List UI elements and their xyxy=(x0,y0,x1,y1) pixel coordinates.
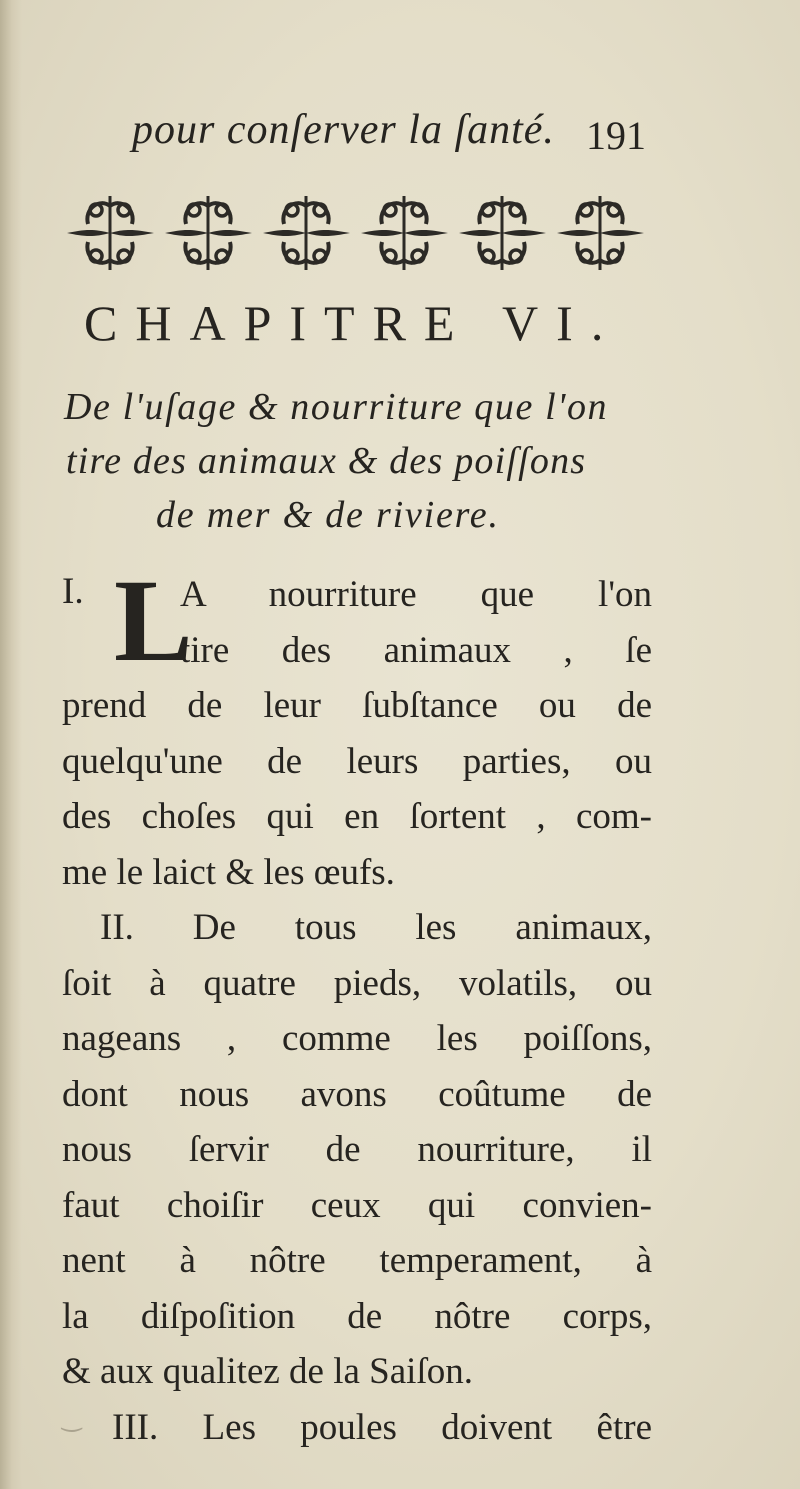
text-line: la diſpoſition de nôtre corps, xyxy=(62,1295,652,1337)
drop-cap-initial: L xyxy=(114,555,193,686)
running-head-title: pour conſerver la ſanté. xyxy=(132,107,555,153)
text-line: & aux qualitez de la Saiſon. xyxy=(62,1351,473,1392)
subtitle-line: De l'uſage & nourriture que l'on xyxy=(64,386,609,428)
text-line: des choſes qui en ſortent , com- xyxy=(62,796,652,837)
text-line: II. De tous les animaux, xyxy=(100,907,652,948)
subtitle-line: de mer & de riviere. xyxy=(156,494,500,536)
text-line: III. Les poules doivent être xyxy=(112,1406,652,1448)
text-line: prend de leur ſubſtance ou de xyxy=(62,685,652,726)
page-number: 191 xyxy=(586,113,646,158)
text-line: nous ſervir de nourriture, il xyxy=(62,1129,652,1170)
text-line: ſoit à quatre pieds, volatils, ou xyxy=(62,962,652,1004)
fleuron-band-ornament xyxy=(62,188,652,278)
text-line: A nourriture que l'on xyxy=(180,574,652,615)
ink-mark: ‿ xyxy=(62,1406,82,1432)
text-line: quelqu'une de leurs parties, ou xyxy=(62,740,652,782)
gutter-shadow xyxy=(0,0,22,1489)
chapter-subtitle xyxy=(64,380,664,542)
text-line: me le laict & les œufs. xyxy=(62,851,395,893)
chapter-heading: CHAPITRE VI. xyxy=(84,295,622,351)
text-line: faut choiſir ceux qui convien- xyxy=(62,1184,652,1226)
text-line: nageans , comme les poiſſons, xyxy=(62,1018,652,1059)
subtitle-line: tire des animaux & des poiſſons xyxy=(66,440,587,482)
text-line: nent à nôtre temperament, à xyxy=(62,1240,652,1281)
text-line: dont nous avons coûtume de xyxy=(62,1073,652,1115)
body-text xyxy=(62,567,652,1455)
text-line: tire des animaux , ſe xyxy=(180,629,652,671)
paragraph-number: I. xyxy=(62,571,84,612)
